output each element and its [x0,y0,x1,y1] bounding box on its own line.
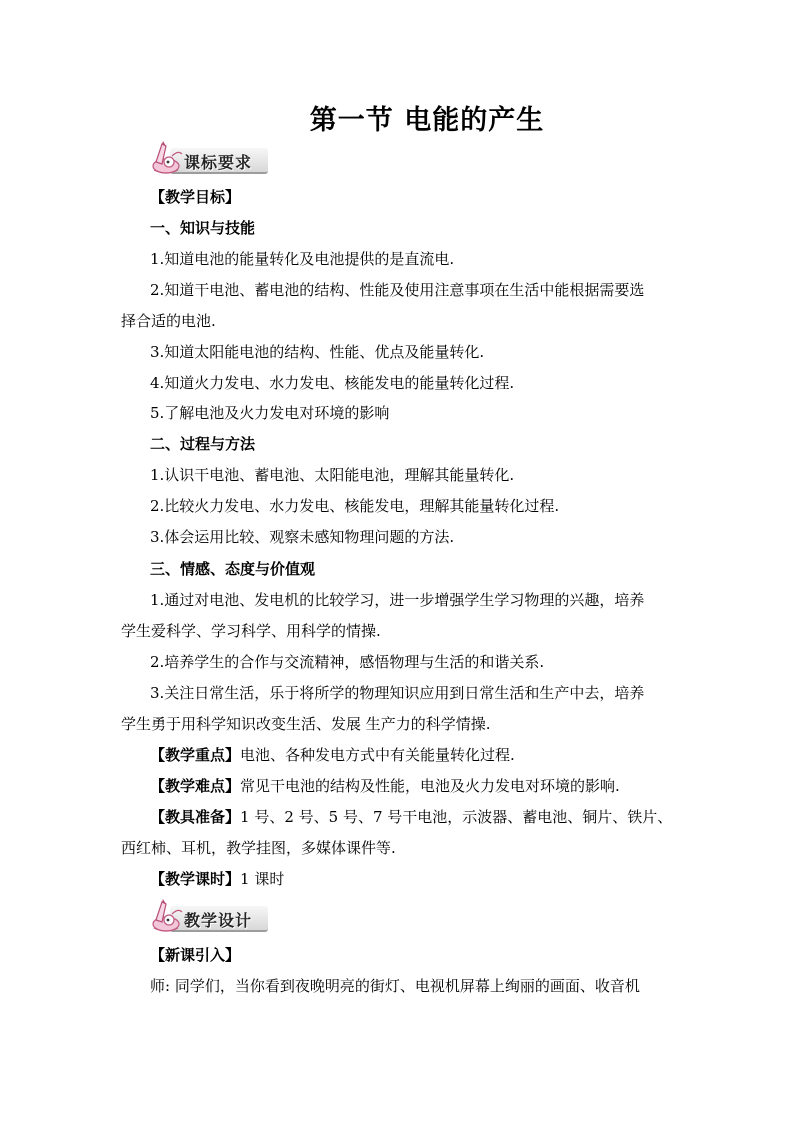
section-badge-standards [148,140,270,176]
intro-heading: 【新课引入】 [150,946,241,964]
emotion-item-2: 2.培养学生的合作与交流精神，感悟物理与生活的和谐关系. [150,653,545,671]
hours-label: 【教学课时】 [150,870,241,888]
knowledge-item-5: 5.了解电池及火力发电对环境的影响 [150,404,390,422]
key-points-label: 【教学重点】 [150,746,241,764]
knowledge-item-1: 1.知道电池的能量转化及电池提供的是直流电. [150,250,455,268]
section-badge-design [148,898,270,934]
difficult-points-text: 常见干电池的结构及性能，电池及火力发电对环境的影响. [240,777,620,795]
knowledge-item-4: 4.知道火力发电、水力发电、核能发电的能量转化过程. [150,374,515,392]
process-item-2: 2.比较火力发电、水力发电、核能发电，理解其能量转化过程. [150,497,560,515]
pencil-mascot-icon [148,898,188,934]
emotion-item-1-line-1: 1.通过对电池、发电机的比较学习，进一步增强学生学习物理的兴趣，培养 [150,591,645,609]
process-item-1: 1.认识干电池、蓄电池、太阳能电池，理解其能量转化. [150,466,515,484]
tools-line-1 [150,807,710,827]
emotion-item-3-line-1: 3.关注日常生活，乐于将所学的物理知识应用到日常生活和生产中去，培养 [150,684,645,702]
page-title: 第一节 电能的产生 [309,105,545,136]
process-heading: 二、过程与方法 [150,435,256,453]
badge-label: 教学设计 [184,911,253,930]
hours-text: 1 课时 [240,870,285,888]
hours-line [150,869,710,889]
knowledge-heading: 一、知识与技能 [150,219,256,237]
tools-text: 1 号、2 号、5 号、7 号干电池，示波器、蓄电池、铜片、铁片、 [240,808,673,826]
difficult-points-label: 【教学难点】 [150,777,241,795]
knowledge-item-2-line-1: 2.知道干电池、蓄电池的结构、性能及使用注意事项在生活中能根据需要选 [150,281,645,299]
teaching-goals-heading: 【教学目标】 [150,188,241,206]
difficult-points-line [150,776,710,796]
knowledge-item-3: 3.知道太阳能电池的结构、性能、优点及能量转化. [150,343,485,361]
knowledge-item-2-line-2: 择合适的电池. [121,312,216,330]
badge-label: 课标要求 [184,153,253,172]
key-points-line [150,745,710,765]
emotion-item-3-line-2: 学生勇于用科学知识改变生活、发展 生产力的科学情操. [121,715,491,733]
emotion-heading: 三、情感、态度与价值观 [150,560,316,578]
key-points-text: 电池、各种发电方式中有关能量转化过程. [240,746,515,764]
tools-label: 【教具准备】 [150,808,241,826]
process-item-3: 3.体会运用比较、观察未感知物理问题的方法. [150,528,455,546]
tools-line-2: 西红柿、耳机，教学挂图，多媒体课件等. [121,839,396,857]
emotion-item-1-line-2: 学生爱科学、学习科学、用科学的情操. [121,622,381,640]
pencil-mascot-icon [148,140,188,176]
intro-text: 师: 同学们，当你看到夜晚明亮的街灯、电视机屏幕上绚丽的画面、收音机 [150,977,640,995]
